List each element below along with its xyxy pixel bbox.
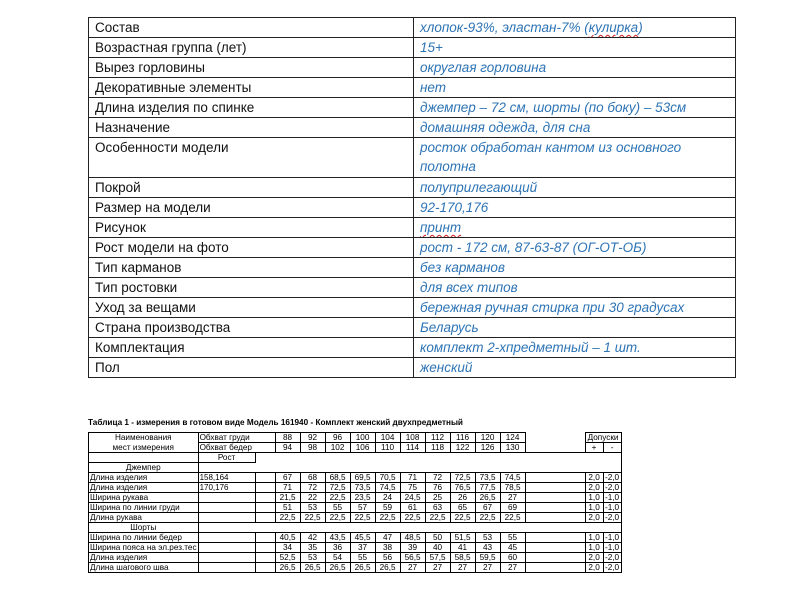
measurement-value: 55 (500, 533, 525, 543)
spec-value (414, 338, 736, 358)
blank (255, 543, 275, 553)
chest-size: 96 (325, 433, 350, 443)
measurement-value: 27 (450, 563, 475, 573)
measurement-value: 55 (325, 503, 350, 513)
measurement-value: 53 (475, 533, 500, 543)
blank (525, 563, 585, 573)
tolerance-plus-value: 2,0 (585, 473, 603, 483)
measurement-value: 73,5 (475, 473, 500, 483)
spec-value-text: женский (420, 360, 473, 375)
measurement-table (88, 432, 622, 573)
measurement-value: 24,5 (400, 493, 425, 503)
section-row (89, 463, 622, 473)
measurement-value: 61 (400, 503, 425, 513)
spec-label: Длина изделия по спинке (89, 98, 414, 118)
spec-label: Размер на модели (89, 198, 414, 218)
spec-value-text: росток обработан кантом из основного полотна (420, 140, 682, 174)
spec-value-text: домашняя одежда, для сна (420, 120, 591, 135)
measurement-name: Ширина пояса на эл.рез.тес (90, 543, 197, 552)
measurement-value: 40,5 (275, 533, 300, 543)
tolerance-plus-value: 2,0 (585, 563, 603, 573)
measurement-value: 50 (425, 533, 450, 543)
tolerance-minus-value: -1,0 (605, 493, 620, 502)
measurement-value: 60 (500, 553, 525, 563)
measurement-value: 22,5 (350, 513, 375, 523)
measurement-row (89, 563, 622, 573)
measurement-value: 58,5 (450, 553, 475, 563)
measurement-value: 43,5 (325, 533, 350, 543)
measurement-value: 27 (500, 563, 525, 573)
tolerance-label: Допуски (585, 433, 621, 443)
spec-value-text: джемпер – 72 см, шорты (по боку) – 53см (420, 100, 687, 115)
measurement-value: 26,5 (300, 563, 325, 573)
measurement-name: Ширина по линии груди (89, 503, 199, 513)
measurement-name: Длина шагового шва (89, 563, 199, 573)
blank (255, 513, 275, 523)
blank (255, 493, 275, 503)
spec-label: Пол (89, 358, 414, 378)
measurement-value: 63 (425, 503, 450, 513)
measurement-value: 56 (375, 553, 400, 563)
spec-row (89, 118, 736, 138)
measurement-value: 26,5 (275, 563, 300, 573)
spec-label: Особенности модели (89, 138, 414, 178)
spec-row (89, 58, 736, 78)
blank (525, 433, 585, 443)
spec-value-text: Беларусь (420, 320, 479, 335)
spec-row (89, 78, 736, 98)
spec-row (89, 138, 736, 178)
measurement-name: Длина изделия (89, 483, 199, 493)
measurement-value: 68 (300, 473, 325, 483)
spec-label: Назначение (89, 118, 414, 138)
spec-row (89, 98, 736, 118)
section-row (89, 523, 622, 533)
tolerance-minus-value: -1,0 (605, 543, 620, 552)
measurement-value: 26 (450, 493, 475, 503)
spec-value (414, 318, 736, 338)
hip-size: 118 (425, 443, 450, 453)
blank (525, 493, 585, 503)
hips-label: Обхват бедер (198, 443, 275, 453)
measurement-value: 24 (375, 493, 400, 503)
blank (255, 533, 275, 543)
chest-size: 88 (275, 433, 300, 443)
rost-value: 158,164 (198, 473, 255, 483)
blank (198, 523, 621, 533)
spec-value-note: кулирка (588, 20, 639, 35)
measurement-value: 27 (475, 563, 500, 573)
measurement-value: 53 (300, 503, 325, 513)
blank (255, 483, 275, 493)
section-label: Шорты (89, 523, 199, 533)
measurement-row (89, 473, 622, 483)
measurement-value: 26,5 (475, 493, 500, 503)
spec-value (414, 98, 736, 118)
spec-value (414, 198, 736, 218)
spec-row (89, 38, 736, 58)
spec-row (89, 178, 736, 198)
measurement-value: 74,5 (500, 473, 525, 483)
measurement-value: 51 (275, 503, 300, 513)
measurement-name: Длина изделия (89, 473, 199, 483)
spec-value (414, 58, 736, 78)
measurement-value: 27 (400, 563, 425, 573)
measurement-value: 36 (325, 543, 350, 553)
measurement-value: 22,5 (375, 513, 400, 523)
spec-row (89, 318, 736, 338)
blank (255, 473, 275, 483)
measurement-value: 56,5 (400, 553, 425, 563)
spec-value-text: 15+ (420, 40, 443, 55)
measurement-value: 22,5 (400, 513, 425, 523)
blank (525, 483, 585, 493)
spec-label: Страна производства (89, 318, 414, 338)
spec-row (89, 18, 736, 38)
rost-value (198, 493, 255, 503)
measurement-value: 71 (400, 473, 425, 483)
spec-value (414, 358, 736, 378)
rost-value (198, 533, 255, 543)
spec-label: Рост модели на фото (89, 238, 414, 258)
spec-label: Комплектация (89, 338, 414, 358)
measurement-value: 41 (450, 543, 475, 553)
measurement-value: 42 (300, 533, 325, 543)
spec-row (89, 278, 736, 298)
measurement-row (89, 493, 622, 503)
spec-value (414, 218, 736, 238)
measurement-value: 22,5 (275, 513, 300, 523)
name-header: мест измерения (89, 443, 199, 453)
measurement-value: 74,5 (375, 483, 400, 493)
measurement-value: 22,5 (475, 513, 500, 523)
measurement-name: Длина изделия (89, 553, 199, 563)
product-spec-table (88, 17, 736, 378)
measurement-value: 45,5 (350, 533, 375, 543)
measurement-value: 70,5 (375, 473, 400, 483)
spec-value (414, 238, 736, 258)
rost-value (198, 563, 255, 573)
spec-value (414, 78, 736, 98)
spec-label: Вырез горловины (89, 58, 414, 78)
spec-row (89, 238, 736, 258)
spec-value (414, 278, 736, 298)
measurement-value: 73,5 (350, 483, 375, 493)
hip-size: 106 (350, 443, 375, 453)
spec-value (414, 38, 736, 58)
spec-value-text: нет (420, 80, 447, 95)
rost-value (198, 503, 255, 513)
measurement-value: 68,5 (325, 473, 350, 483)
chest-size: 92 (300, 433, 325, 443)
rost-value (198, 513, 255, 523)
measurement-value: 43 (475, 543, 500, 553)
spec-row (89, 258, 736, 278)
spec-value-text: рост - 172 см, 87-63-87 (ОГ-ОТ-ОБ) (420, 240, 647, 255)
spec-label: Рисунок (89, 218, 414, 238)
rost-value (198, 543, 255, 553)
measurement-name: Длина рукава (89, 513, 199, 523)
chest-size: 116 (450, 433, 475, 443)
measurement-value: 57 (350, 503, 375, 513)
blank (255, 553, 275, 563)
measurement-value: 25 (425, 493, 450, 503)
measurement-value: 54 (325, 553, 350, 563)
measurement-value: 59,5 (475, 553, 500, 563)
measurement-value: 22,5 (500, 513, 525, 523)
rost-value: 170,176 (198, 483, 255, 493)
spec-value-text: округлая горловина (420, 60, 547, 75)
measurement-value: 72 (425, 473, 450, 483)
spec-value-text: 92-170,176 (420, 200, 489, 215)
spec-row (89, 338, 736, 358)
spec-value-text: без карманов (420, 260, 505, 275)
hip-size: 94 (275, 443, 300, 453)
measurement-value: 77,5 (475, 483, 500, 493)
spec-value-text: принт (420, 220, 462, 235)
tolerance-minus-value: -2,0 (605, 563, 620, 572)
tolerance-plus-value: 2,0 (585, 483, 603, 493)
measurement-value: 35 (300, 543, 325, 553)
measurement-row (89, 543, 622, 553)
tolerance-plus-value: 1,0 (585, 543, 603, 553)
tolerance-minus-value: -1,0 (605, 533, 620, 542)
hip-size: 114 (400, 443, 425, 453)
blank (525, 543, 585, 553)
measurement-value: 26,5 (375, 563, 400, 573)
rost-label: Рост (198, 453, 255, 463)
measurement-value: 26,5 (350, 563, 375, 573)
spec-value-text: хлопок-93%, эластан-7% (420, 20, 581, 35)
spec-value (414, 178, 736, 198)
measurement-value: 23,5 (350, 493, 375, 503)
spec-label: Состав (89, 18, 414, 38)
tolerance-minus: - (603, 443, 621, 453)
chest-size: 108 (400, 433, 425, 443)
measurement-value: 47 (375, 533, 400, 543)
chest-size: 100 (350, 433, 375, 443)
tolerance-minus-value: -1,0 (605, 503, 620, 512)
hip-size: 126 (475, 443, 500, 453)
spec-value-text: бережная ручная стирка при 30 градусах (420, 300, 685, 315)
spec-label: Возрастная группа (лет) (89, 38, 414, 58)
hip-size: 122 (450, 443, 475, 453)
measurement-value: 39 (400, 543, 425, 553)
measurement-value: 71 (275, 483, 300, 493)
hip-size: 98 (300, 443, 325, 453)
measurement-value: 22,5 (325, 513, 350, 523)
measurement-value: 51,5 (450, 533, 475, 543)
measurement-value: 26,5 (325, 563, 350, 573)
blank (525, 513, 585, 523)
measurement-value: 78,5 (500, 483, 525, 493)
chest-size: 104 (375, 433, 400, 443)
measurement-value: 40 (425, 543, 450, 553)
spec-value (414, 138, 736, 178)
measurement-name: Ширина по линии бедер (89, 533, 199, 543)
spec-value (414, 258, 736, 278)
measurement-value: 65 (450, 503, 475, 513)
measurement-value: 72,5 (325, 483, 350, 493)
spec-label: Тип ростовки (89, 278, 414, 298)
measurement-value: 69,5 (350, 473, 375, 483)
measurement-value: 37 (350, 543, 375, 553)
measurement-row (89, 483, 622, 493)
measurement-value: 75 (400, 483, 425, 493)
measurement-value: 52,5 (275, 553, 300, 563)
tolerance-plus-value: 2,0 (585, 513, 603, 523)
measurement-value: 67 (475, 503, 500, 513)
blank (198, 463, 621, 473)
measurement-value: 22,5 (300, 513, 325, 523)
rost-value (198, 553, 255, 563)
measurement-table-title: Таблица 1 - измерения в готовом виде Модель 161940 - Комплект женский двухпредметный (88, 418, 463, 427)
tolerance-minus-value: -2,0 (605, 553, 620, 562)
measurement-value: 76 (425, 483, 450, 493)
chest-size: 120 (475, 433, 500, 443)
measurement-value: 22,5 (325, 493, 350, 503)
blank (89, 453, 199, 463)
measurement-row (89, 553, 622, 563)
measurement-value: 59 (375, 503, 400, 513)
measurement-value: 34 (275, 543, 300, 553)
blank (255, 563, 275, 573)
name-header: Наименования (89, 433, 199, 443)
hip-size: 110 (375, 443, 400, 453)
section-label: Джемпер (89, 463, 199, 473)
spec-value (414, 298, 736, 318)
blank (525, 473, 585, 483)
spec-label: Тип карманов (89, 258, 414, 278)
measurement-value: 21,5 (275, 493, 300, 503)
hip-size: 130 (500, 443, 525, 453)
measurement-value: 55 (350, 553, 375, 563)
spec-label: Декоративные элементы (89, 78, 414, 98)
measurement-value: 57,5 (425, 553, 450, 563)
measurement-value: 69 (500, 503, 525, 513)
tolerance-minus-value: -2,0 (605, 513, 620, 522)
tolerance-plus-value: 1,0 (585, 493, 603, 503)
spec-row (89, 298, 736, 318)
blank (525, 533, 585, 543)
measurement-value: 76,5 (450, 483, 475, 493)
spec-row (89, 358, 736, 378)
measurement-value: 48,5 (400, 533, 425, 543)
measurement-value: 38 (375, 543, 400, 553)
tolerance-plus-value: 2,0 (585, 553, 603, 563)
spec-label: Покрой (89, 178, 414, 198)
spec-value-text: для всех типов (420, 280, 518, 295)
tolerance-minus-value: -2,0 (605, 473, 620, 482)
measurement-row (89, 503, 622, 513)
blank (525, 503, 585, 513)
measurement-value: 72,5 (450, 473, 475, 483)
tolerance-minus-value: -2,0 (605, 483, 620, 492)
chest-size: 124 (500, 433, 525, 443)
measurement-value: 27 (425, 563, 450, 573)
chest-label: Обхват груди (198, 433, 275, 443)
spec-value: хлопок-93%, эластан-7% (кулирка) (414, 18, 736, 38)
spec-row (89, 218, 736, 238)
spec-value-text: комплект 2-хпредметный – 1 шт. (420, 340, 641, 355)
measurement-value: 67 (275, 473, 300, 483)
measurement-value: 22,5 (450, 513, 475, 523)
measurement-name: Ширина рукава (89, 493, 199, 503)
measurement-row (89, 513, 622, 523)
blank (525, 553, 585, 563)
chest-size: 112 (425, 433, 450, 443)
tolerance-plus: + (585, 443, 603, 453)
measurement-value: 53 (300, 553, 325, 563)
spec-value (414, 118, 736, 138)
tolerance-plus-value: 1,0 (585, 533, 603, 543)
spec-label: Уход за вещами (89, 298, 414, 318)
blank (525, 443, 585, 453)
spec-row (89, 198, 736, 218)
measurement-row (89, 533, 622, 543)
tolerance-plus-value: 1,0 (585, 503, 603, 513)
hip-size: 102 (325, 443, 350, 453)
blank (255, 453, 621, 463)
measurement-value: 22,5 (425, 513, 450, 523)
measurement-value: 72 (300, 483, 325, 493)
measurement-value: 45 (500, 543, 525, 553)
spec-value-text: полуприлегающий (420, 180, 538, 195)
measurement-value: 27 (500, 493, 525, 503)
blank (255, 503, 275, 513)
measurement-value: 22 (300, 493, 325, 503)
